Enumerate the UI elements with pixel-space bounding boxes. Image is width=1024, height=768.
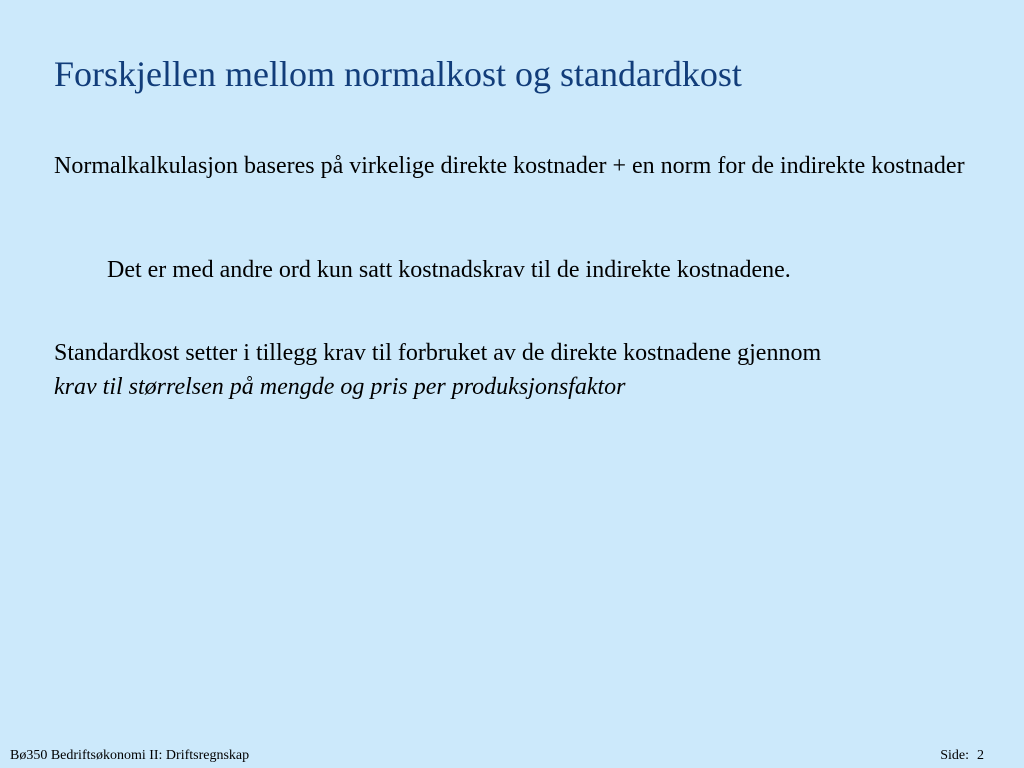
slide-title: Forskjellen mellom normalkost og standardkost <box>54 54 742 94</box>
paragraph-normalkalkulasjon: Normalkalkulasjon baseres på virkelige direkte kostnader + en norm for de indirekte kostnader <box>54 153 965 179</box>
footer-course: Bø350 Bedriftsøkonomi II: Driftsregnskap <box>10 748 250 763</box>
paragraph-standardkost <box>54 336 1004 404</box>
footer-page <box>940 747 984 765</box>
paragraph-indented-note: Det er med andre ord kun satt kostnadskrav til de indirekte kostnadene. <box>107 257 791 283</box>
page-label: Side: <box>940 748 969 763</box>
paragraph-standardkost-line1: Standardkost setter i tillegg krav til forbruket av de direkte kostnadene gjennom <box>54 340 822 366</box>
page-number: 2 <box>977 748 984 763</box>
paragraph-standardkost-italic: krav til størrelsen på mengde og pris per produksjonsfaktor <box>54 374 626 400</box>
